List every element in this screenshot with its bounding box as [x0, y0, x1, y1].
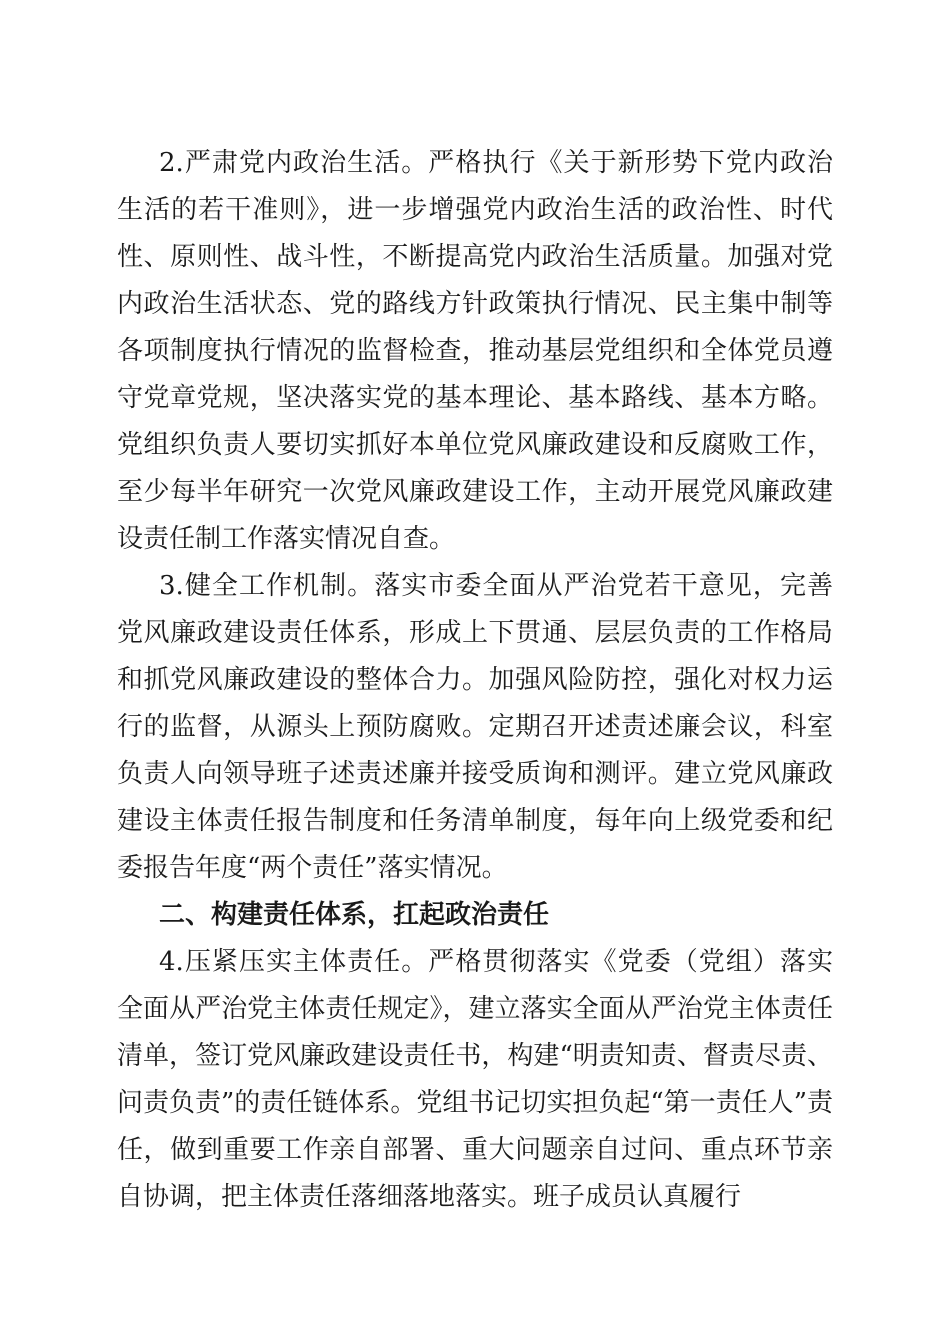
section-heading: 二、构建责任体系，扛起政治责任 [159, 900, 550, 930]
document-body [117, 140, 833, 1221]
paragraph-strict-political-life: 2.严肃党内政治生活。严格执行《关于新形势下党内政治生活的若干准则》，进一步增强党内政治生活的政治性、时代性、原则性、战斗性，不断提高党内政治生活质量。加强对党内政治生活状态、党的路线方针政策执行情况、民主集中制等各项制度执行情况的监督检查，推动基层党组织和全体党员遵守党章党规，坚决落实党的基本理论、基本路线、基本方略。党组织负责人要切实抓好本单位党风廉政建设和反腐败工作，至少每半年研究一次党风廉政建设工作，主动开展党风廉政建设责任制工作落实情况自查。 [117, 148, 833, 554]
paragraph-main-responsibility: 4.压紧压实主体责任。严格贯彻落实《党委（党组）落实全面从严治党主体责任规定》，建立落实全面从严治党主体责任清单，签订党风廉政建设责任书，构建“明责知责、督责尽责、问责负责”的责任链体系。党组书记切实担负起“第一责任人”责任，做到重要工作亲自部署、重大问题亲自过问、重点环节亲自协调，把主体责任落细落地落实。班子成员认真履行 [117, 947, 833, 1212]
paragraph-work-mechanism: 3.健全工作机制。落实市委全面从严治党若干意见，完善党风廉政建设责任体系，形成上下贯通、层层负责的工作格局和抓党风廉政建设的整体合力。加强风险防控，强化对权力运行的监督，从源头上预防腐败。定期召开述责述廉会议，科室负责人向领导班子述责述廉并接受质询和测评。建立党风廉政建设主体责任报告制度和任务清单制度，每年向上级党委和纪委报告年度“两个责任”落实情况。 [117, 571, 833, 883]
